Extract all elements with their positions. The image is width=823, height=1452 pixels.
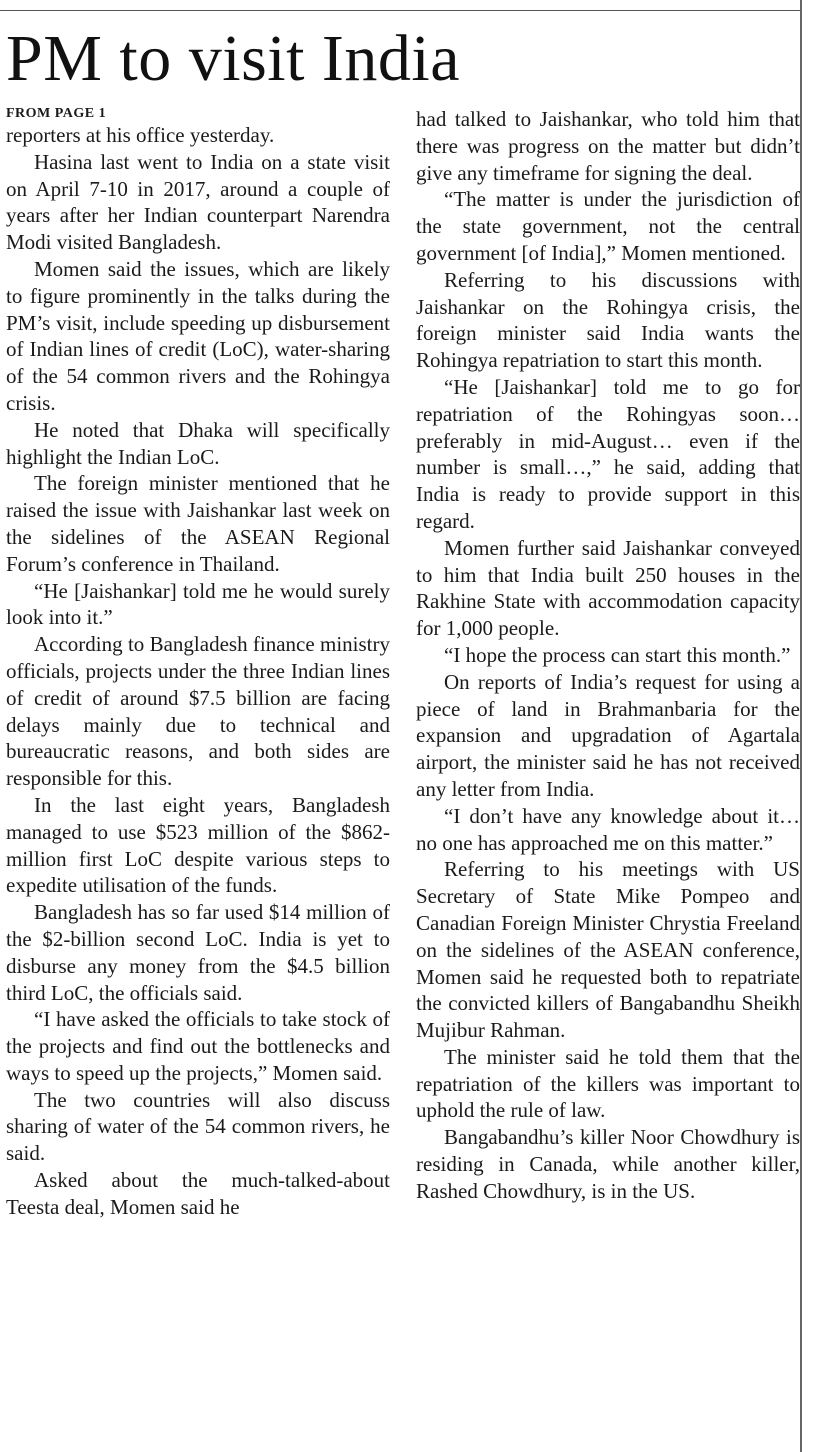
right-column-rule — [800, 0, 802, 1452]
paragraph: The foreign minister mentioned that he raised the issue with Jaishankar last week on the sidelines of the ASEAN Regional Forum’s conference in Thailand. — [6, 471, 390, 576]
paragraph: Bangabandhu’s killer Noor Chowdhury is residing in Canada, while another killer, Rashed Chowdhury, is in the US. — [416, 1125, 800, 1203]
paragraph: “I hope the process can start this month.” — [444, 642, 791, 667]
headline: PM to visit India — [6, 22, 461, 95]
paragraph: “He [Jaishankar] told me he would surely look into it.” — [6, 578, 390, 630]
paragraph: “I don’t have any knowledge about it… no one has approached me on this matter.” — [416, 803, 800, 855]
paragraph: On reports of India’s request for using a piece of land in Brahmanbaria for the expansion and upgradation of Agartala airport, the minister said he has not received any letter from India. — [416, 669, 800, 801]
paragraph: Momen said the issues, which are likely to figure prominently in the talks during the PM’s visit, include speeding up disbursement of Indian lines of credit (LoC), water-sharing of the 54 common rivers and the Rohingya crisis. — [6, 256, 390, 415]
paragraph: Asked about the much-talked-about Teesta deal, Momen said he — [6, 1168, 390, 1219]
paragraph: The two countries will also discuss sharing of water of the 54 common rivers, he said. — [6, 1087, 390, 1166]
paragraph: According to Bangladesh finance ministry officials, projects under the three Indian lines of credit of around $7.5 billion are facing delays mainly due to technical and bureaucratic reasons, and both sides are responsible for this. — [6, 632, 390, 791]
paragraph: He noted that Dhaka will specifically highlight the Indian LoC. — [6, 417, 390, 469]
paragraph: had talked to Jaishankar, who told him that there was progress on the matter but didn’t give any timeframe for signing the deal. — [416, 107, 800, 185]
paragraph: “I have asked the officials to take stock of the projects and find out the bottlenecks and ways to speed up the projects,” Momen said. — [6, 1007, 390, 1085]
paragraph: “The matter is under the jurisdiction of the state government, not the central government [of India],” Momen mentioned. — [416, 187, 800, 265]
paragraph: “He [Jaishankar] told me to go for repatriation of the Rohingyas soon… preferably in mid-August… even if the number is small…,” he said, adding that India is ready to provide support in this regard. — [416, 374, 800, 533]
left-column — [6, 106, 390, 1221]
right-column — [416, 106, 800, 1205]
paragraph: Hasina last went to India on a state visit on April 7-10 in 2017, around a couple of years after her Indian counterpart Narendra Modi visited Bangladesh. — [6, 149, 390, 255]
paragraph: In the last eight years, Bangladesh managed to use $523 million of the $862-million first LoC despite various steps to expedite utilisation of the funds. — [6, 792, 390, 898]
paragraph: reporters at his office yesterday. — [6, 123, 275, 147]
paragraph: Referring to his meetings with US Secretary of State Mike Pompeo and Canadian Foreign Minister Chrystia Freeland on the sidelines of the ASEAN conference, Momen said he requested both to repatriate the convicted killers of Bangabandhu Sheikh Mujibur Rahman. — [416, 857, 800, 1043]
top-rule — [0, 10, 802, 11]
paragraph: The minister said he told them that the repatriation of the killers was important to uphold the rule of law. — [416, 1044, 800, 1123]
kicker-from-page-1: FROM PAGE 1 — [6, 106, 107, 121]
paragraph: Momen further said Jaishankar conveyed to him that India built 250 houses in the Rakhine State with accommodation capacity for 1,000 people. — [416, 535, 800, 641]
paragraph: Referring to his discussions with Jaishankar on the Rohingya crisis, the foreign minister said India wants the Rohingya repatriation to start this month. — [416, 267, 800, 373]
paragraph: Bangladesh has so far used $14 million of the $2-billion second LoC. India is yet to disburse any money from the $4.5 billion third LoC, the officials said. — [6, 900, 390, 1005]
